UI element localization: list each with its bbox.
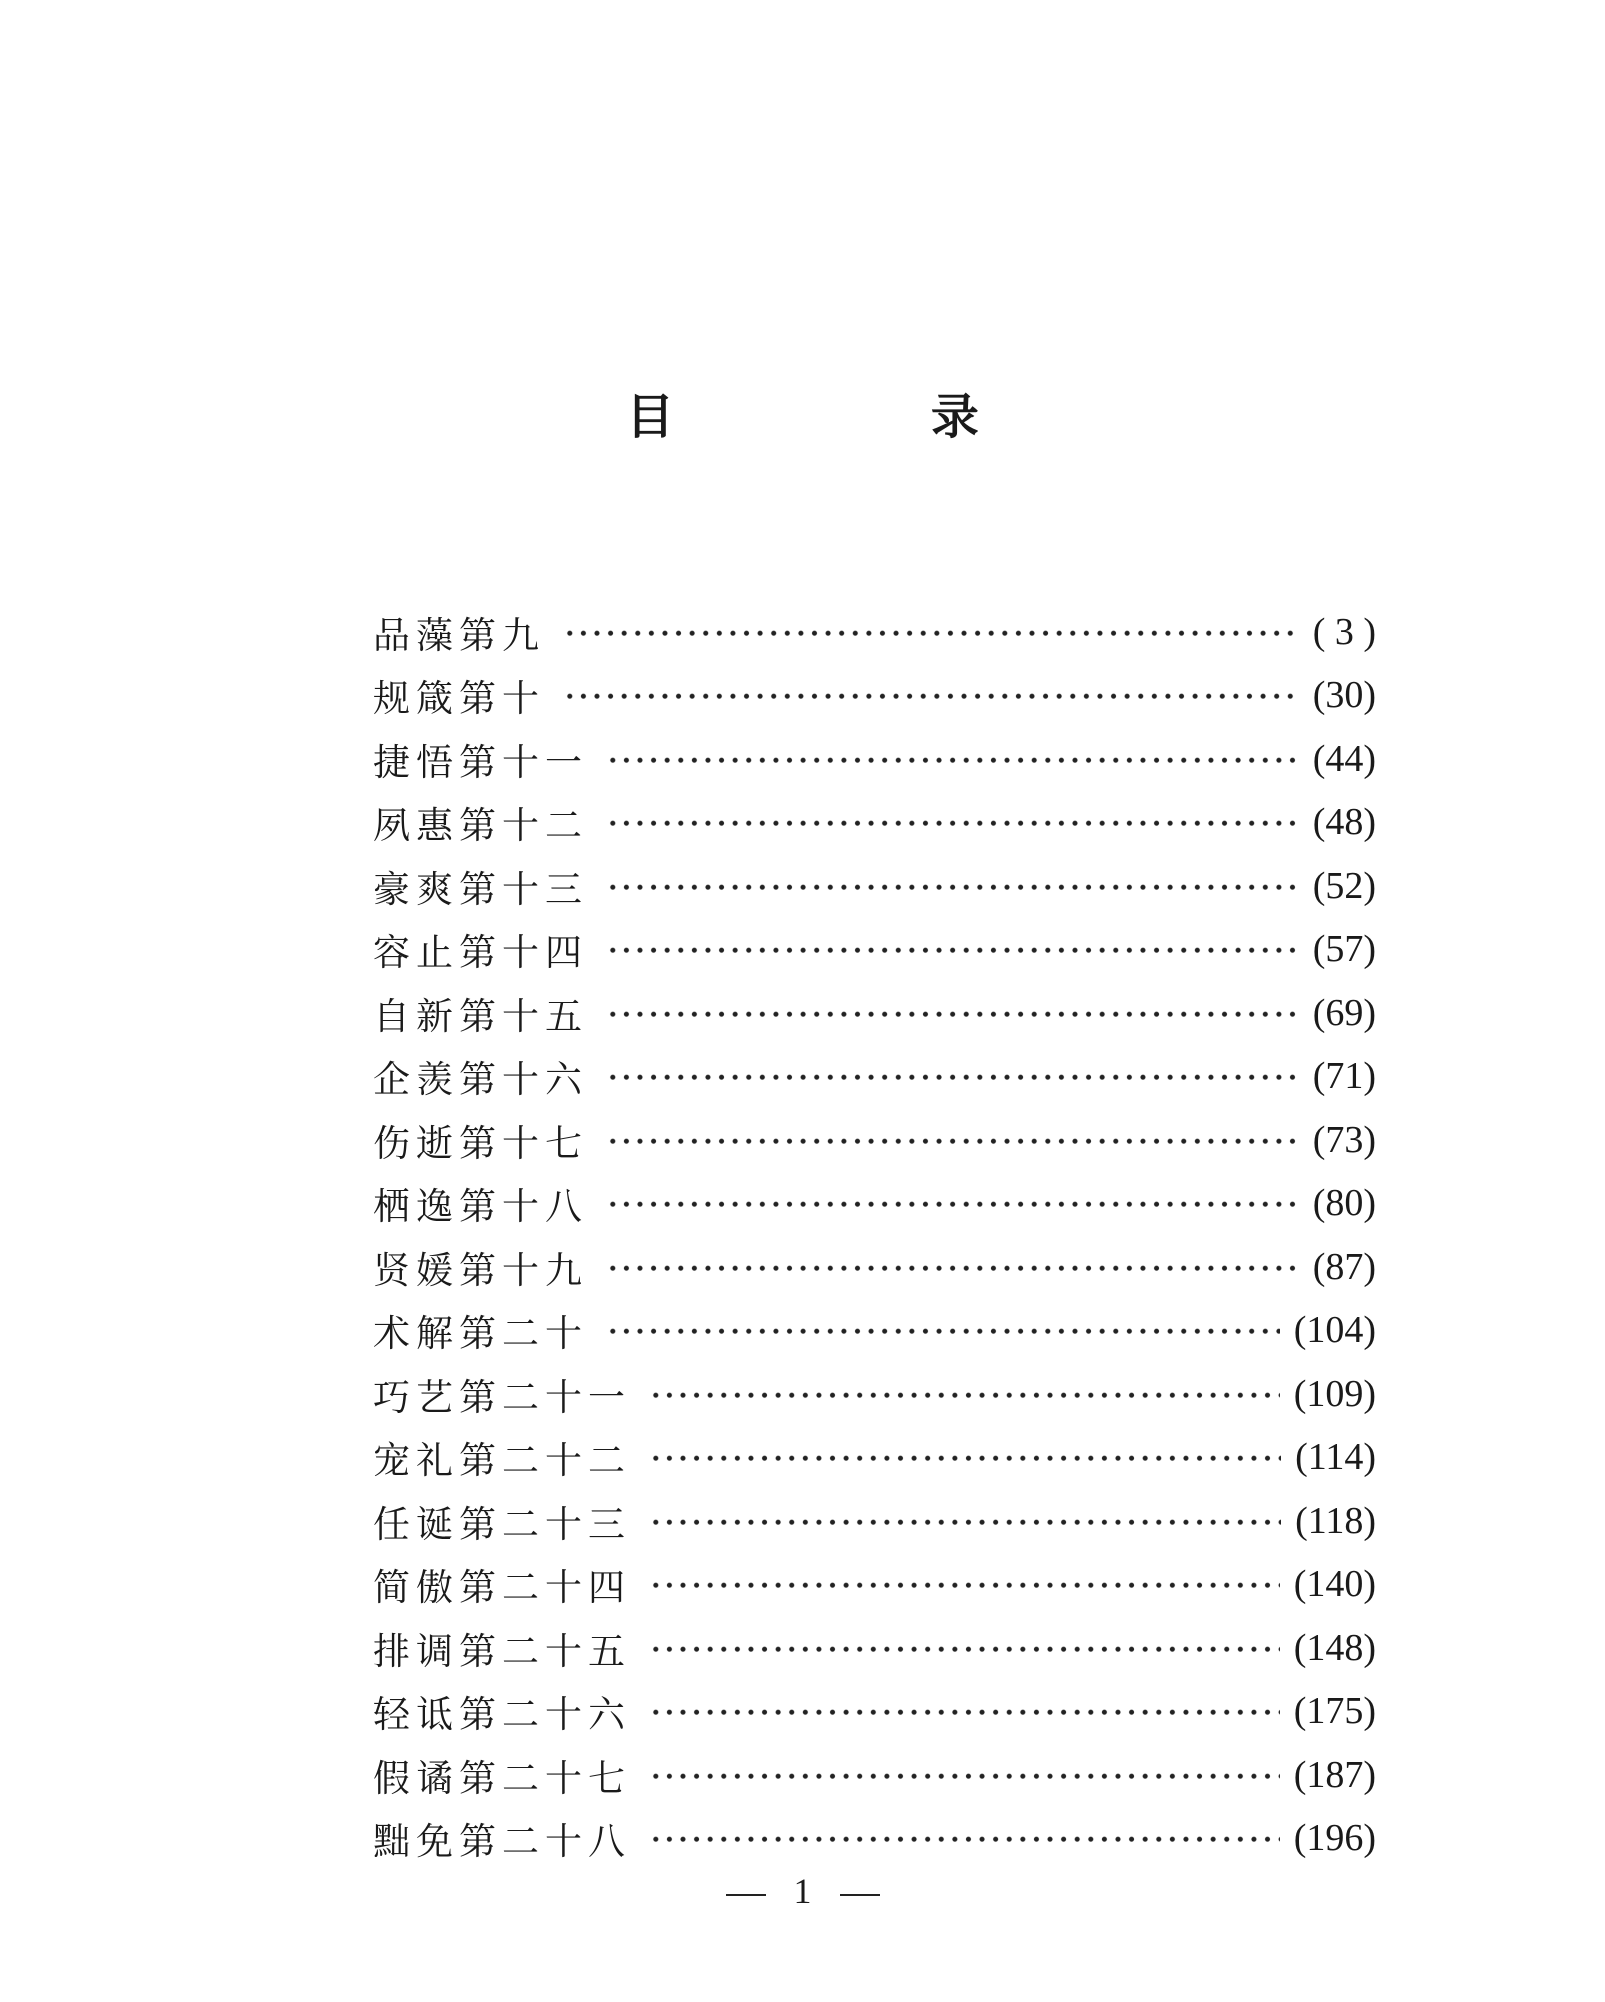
toc-entry-page: (30): [1312, 674, 1376, 717]
dot-leader: [606, 1265, 1299, 1271]
toc-entry[interactable]: [373, 1235, 1376, 1299]
toc-entry-page: (104): [1293, 1309, 1376, 1352]
toc-entry[interactable]: [373, 1045, 1376, 1109]
toc-entry-label: 品藻第九: [373, 613, 545, 657]
toc-entry-label: 排调第二十五: [373, 1629, 631, 1673]
toc-entry[interactable]: [373, 1489, 1376, 1553]
dot-leader: [606, 884, 1299, 890]
toc-entry-label: 轻诋第二十六: [373, 1693, 631, 1737]
table-of-contents: [373, 600, 1376, 1870]
toc-entry-page: (196): [1293, 1817, 1376, 1860]
toc-entry-page: (118): [1295, 1499, 1376, 1542]
dot-leader: [606, 1328, 1280, 1334]
toc-entry[interactable]: [373, 918, 1376, 982]
dot-leader: [606, 1074, 1299, 1080]
toc-entry-page: (48): [1312, 801, 1376, 844]
dot-leader: [649, 1455, 1281, 1461]
toc-entry[interactable]: [373, 1616, 1376, 1680]
toc-entry[interactable]: [373, 1299, 1376, 1363]
dot-leader: [606, 820, 1299, 826]
toc-entry-label: 规箴第十: [373, 677, 545, 721]
toc-entry-page: ( 3 ): [1312, 610, 1376, 653]
toc-entry-page: (57): [1312, 928, 1376, 971]
dot-leader: [606, 1138, 1299, 1144]
toc-entry-label: 巧艺第二十一: [373, 1375, 631, 1419]
dot-leader: [649, 1773, 1280, 1779]
toc-entry-label: 捷悟第十一: [373, 740, 588, 784]
dot-leader: [649, 1646, 1280, 1652]
toc-entry-label: 术解第二十: [373, 1312, 588, 1356]
toc-entry-page: (80): [1312, 1182, 1376, 1225]
footer-dash-left: [726, 1894, 766, 1896]
toc-entry-page: (175): [1293, 1690, 1376, 1733]
toc-entry[interactable]: [373, 1172, 1376, 1236]
toc-entry-label: 黜免第二十八: [373, 1820, 631, 1864]
dot-leader: [649, 1709, 1280, 1715]
dot-leader: [606, 947, 1299, 953]
toc-entry[interactable]: [373, 981, 1376, 1045]
toc-entry-label: 企羡第十六: [373, 1058, 588, 1102]
toc-entry[interactable]: [373, 664, 1376, 728]
toc-entry-page: (52): [1312, 864, 1376, 907]
page-footer: [0, 1870, 1605, 1912]
dot-leader: [649, 1582, 1280, 1588]
dot-leader: [649, 1392, 1280, 1398]
toc-entry-page: (69): [1312, 991, 1376, 1034]
dot-leader: [606, 757, 1299, 763]
toc-entry-label: 豪爽第十三: [373, 867, 588, 911]
toc-entry[interactable]: [373, 1680, 1376, 1744]
toc-entry[interactable]: [373, 1807, 1376, 1871]
toc-entry[interactable]: [373, 1108, 1376, 1172]
toc-entry-label: 夙惠第十二: [373, 804, 588, 848]
dot-leader: [563, 630, 1299, 636]
footer-dash-right: [840, 1894, 880, 1896]
dot-leader: [649, 1519, 1281, 1525]
toc-entry[interactable]: [373, 600, 1376, 664]
toc-entry-page: (187): [1293, 1753, 1376, 1796]
dot-leader: [563, 693, 1299, 699]
toc-entry-label: 贤媛第十九: [373, 1248, 588, 1292]
toc-entry-label: 任诞第二十三: [373, 1502, 631, 1546]
toc-entry-label: 简傲第二十四: [373, 1566, 631, 1610]
toc-entry-page: (148): [1293, 1626, 1376, 1669]
toc-entry-page: (71): [1312, 1055, 1376, 1098]
toc-entry-page: (44): [1312, 737, 1376, 780]
toc-entry-label: 宠礼第二十二: [373, 1439, 631, 1483]
toc-entry-label: 自新第十五: [373, 994, 588, 1038]
dot-leader: [606, 1201, 1299, 1207]
toc-entry-label: 假谲第二十七: [373, 1756, 631, 1800]
toc-entry-page: (114): [1295, 1436, 1376, 1479]
toc-entry-page: (109): [1293, 1372, 1376, 1415]
toc-entry-page: (140): [1293, 1563, 1376, 1606]
toc-entry-page: (87): [1312, 1245, 1376, 1288]
page-number: 1: [793, 1871, 812, 1911]
toc-entry-label: 容止第十四: [373, 931, 588, 975]
page-title: 目 录: [626, 389, 1099, 445]
toc-entry[interactable]: [373, 727, 1376, 791]
toc-entry-label: 伤逝第十七: [373, 1121, 588, 1165]
toc-entry[interactable]: [373, 1362, 1376, 1426]
toc-entry[interactable]: [373, 1426, 1376, 1490]
toc-entry[interactable]: [373, 1553, 1376, 1617]
toc-entry[interactable]: [373, 854, 1376, 918]
toc-entry-page: (73): [1312, 1118, 1376, 1161]
dot-leader: [649, 1836, 1280, 1842]
toc-entry[interactable]: [373, 1743, 1376, 1807]
toc-entry[interactable]: [373, 791, 1376, 855]
toc-entry-label: 栖逸第十八: [373, 1185, 588, 1229]
dot-leader: [606, 1011, 1299, 1017]
